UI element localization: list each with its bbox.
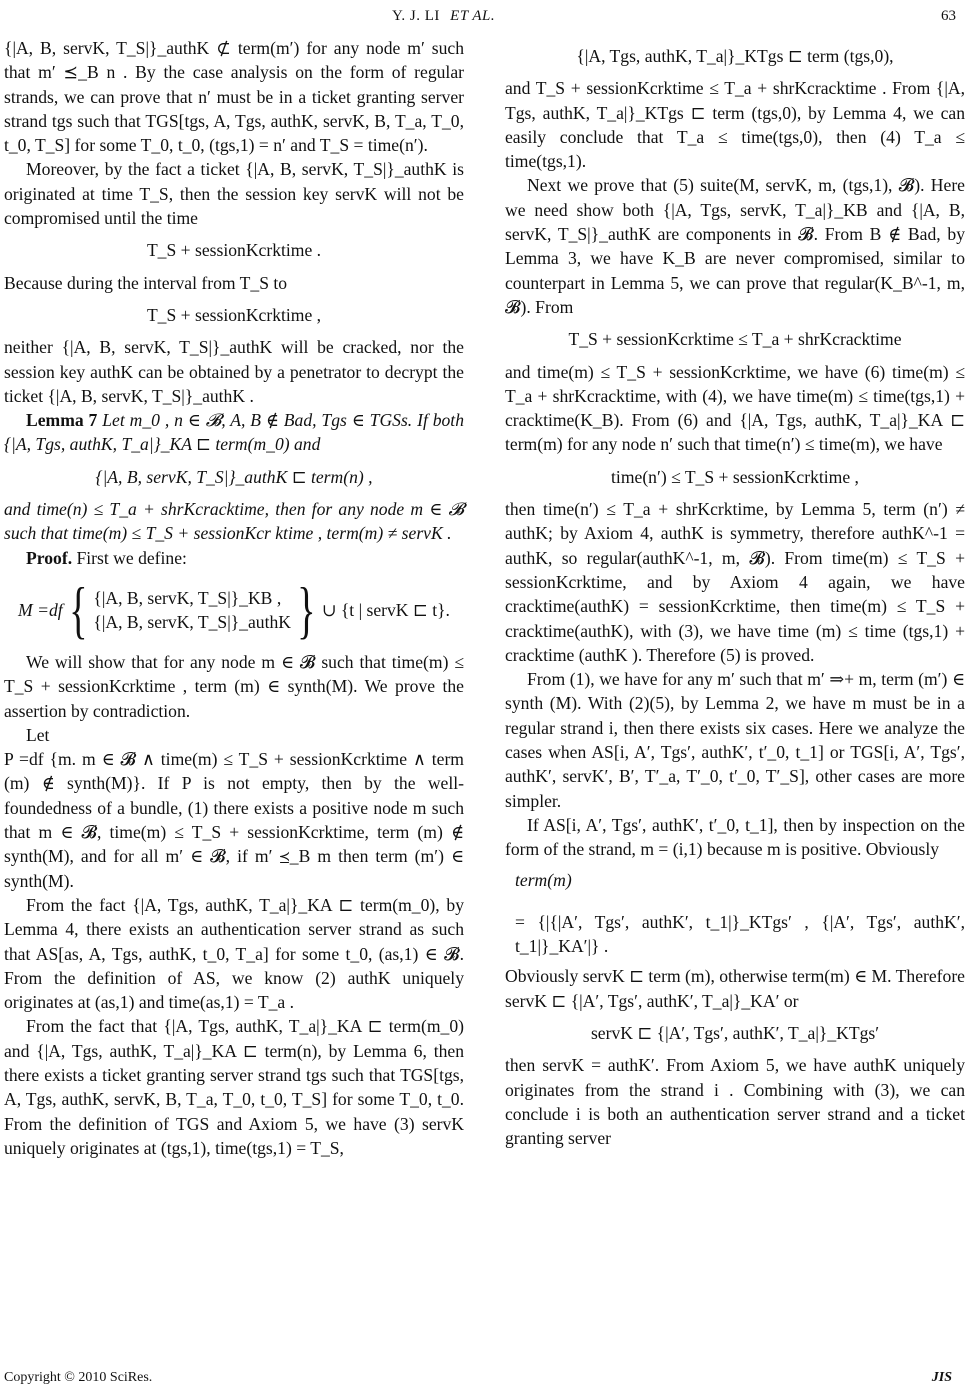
paragraph: We will show that for any node m ∈ 𝓑 such that time(m) ≤ T_S + sessionKcrktime , term (m) ∈ synth(M). We prove the assertion by contradiction. xyxy=(4,651,464,721)
right-column xyxy=(505,36,965,1150)
equation-lhs: M =df xyxy=(18,599,63,620)
equation: T_S + sessionKcrktime . xyxy=(146,240,322,261)
paragraph: then servK = authK′. From Axiom 5, we have authK uniquely originates from the strand i . Combining with (3), we can conclude i is both an authentication server strand and a ticket granting server xyxy=(505,1055,965,1149)
paragraph: {|A, B, servK, T_S|}_authK ⊄ term(m′) for any node m′ such that m′ ⪯_B n . By the case analysis on the form of regular strands, we can prove that n′ must be in a ticket granting server strand tgs such that TGS[tgs, A, Tgs, authK, servK, B, T_a, T_0, t_0, T_S] for some T_0, t_0, (tgs,1) = n′ and T_S = time(n′). xyxy=(4,38,464,156)
proof-label: Proof. xyxy=(26,547,73,568)
left-brace: { xyxy=(68,573,88,645)
paragraph: neither {|A, B, servK, T_S|}_authK will be cracked, nor the session key authK can be obtained by a penetrator to decrypt the ticket {|A, B, servK, T_S|}_authK . xyxy=(4,337,464,406)
equation-row: {|A, B, servK, T_S|}_authK xyxy=(93,611,291,632)
equation: {|A, B, servK, T_S|}_authK ⊏ term(n) , xyxy=(95,466,373,487)
lemma-label: Lemma 7 xyxy=(26,410,98,431)
lemma-statement xyxy=(4,408,464,457)
lemma-text: Let m_0 , n ∈ 𝓑, A, B ∉ Bad, Tgs ∈ TGSs. If both {|A, Tgs, authK, T_a|}_KA ⊏ term(m_0) and xyxy=(4,410,464,455)
equation-stack xyxy=(93,586,291,635)
paragraph: P =df {m. m ∈ 𝓑 ∧ time(m) ≤ T_S + sessionKcrktime ∧ term (m) ∉ synth(M)}. If P is not empty, then by the well-foundedness of a bundle, (1) there exists a positive node m such that m ∈ 𝓑, time(m) ≤ T_S + sessionKcrktime, term (m) ∉ synth(M), and for all m′ ∈ 𝓑, if m′ ⪯_B m then term (m′) ∈ synth(M). xyxy=(4,749,464,891)
proof-text: First we define: xyxy=(76,547,187,568)
journal-abbrev: JIS xyxy=(931,1370,952,1385)
paragraph: and time(m) ≤ T_S + sessionKcrktime, we have (6) time(m) ≤ T_a + shrKcracktime, with (4), we have time(m) ≤ time(tgs,1) + cracktime(K_B). From (6) and {|A, Tgs, authK, T_a|}_KA ⊏ term(m) for any node n′ such that time(n′) ≤ time(m), we have xyxy=(505,361,965,455)
copyright: Copyright © 2010 SciRes. xyxy=(4,1370,153,1385)
paragraph: From (1), we have for any m′ such that m′ ⇒+ m, term (m′) ∈ synth (M). With (2)(5), by Lemma 2, we have m must be in a regular strand i, then there exists six cases. Here we analyze the cases when AS[i, A′, Tgs′, authK′, t′_0, t_1] or TGS[i, A′, Tgs′, authK′, servK′, B′, T′_a, T′_0, t′_0, T′_S], other cases are more simpler. xyxy=(505,669,965,811)
paragraph: and T_S + sessionKcrktime ≤ T_a + shrKcracktime . From {|A, Tgs, authK, T_a|}_KTgs ⊏ term (tgs,0), by Lemma 4, we can easily conclude that T_a ≤ time(tgs,0), then (4) T_a ≤ time(tgs,1). xyxy=(505,78,965,172)
equation-block xyxy=(515,868,965,959)
paragraph: then time(n′) ≤ T_a + shrKcrktime, by Lemma 5, term (n′) ≠ authK; by Axiom 4, authK is symmetry, therefore authK^-1 = authK, so regular(authK^-1, m, 𝓑). From time(m) ≤ T_S + sessionKcrktime, and by Axiom 4 again, we have cracktime(authK) = sessionKcrktime, then time(m) ≤ T_S + cracktime(authK), with (3), we have time (m) ≤ time (tgs,1) + cracktime (authK ). Therefore (5) is proved. xyxy=(505,499,965,665)
equation-rhs: = {|{|A′, Tgs′, authK′, t_1|}_KTgs′ , {|A′, Tgs′, authK′, t_1|}_KA′|} . xyxy=(515,911,965,957)
equation: T_S + sessionKcrktime ≤ T_a + shrKcracktime xyxy=(568,329,902,350)
paragraph: If AS[i, A′, Tgs′, authK′, t′_0, t_1], then by inspection on the form of the strand, m = (i,1) because m is positive. Obviously xyxy=(505,814,965,860)
paragraph: From the fact that {|A, Tgs, authK, T_a|}_KA ⊏ term(m_0) and {|A, Tgs, authK, T_a|}_KA ⊏ term(n), by Lemma 6, then there exists a ticket granting server strand tgs such that TGS[tgs, A, Tgs, authK, servK, B, T_a, T_0, t_0, T_S] for some T_0, t_0. From the definition of TGS and Axiom 5, we have (3) servK uniquely originates at (tgs,1), time(tgs,1) = T_S, xyxy=(4,1016,464,1158)
page-header xyxy=(0,4,966,28)
page-number: 63 xyxy=(941,8,956,24)
paragraph: From the fact {|A, Tgs, authK, T_a|}_KA ⊏ term(m_0), by Lemma 4, there exists an authentication server strand as such that AS[as, A, Tgs, authK, t_0, T_a] for some t_0, (as,1) ∈ 𝓑. From the definition of AS, we know (2) authK uniquely originates at (as,1) and time(as,1) = T_a . xyxy=(4,894,464,1013)
left-column xyxy=(4,36,464,1160)
paragraph: Moreover, by the fact a ticket {|A, B, servK, T_S|}_authK is originated at time T_S, then the session key servK will not be compromised until the time xyxy=(4,159,464,229)
paragraph: Next we prove that (5) suite(M, servK, m, (tgs,1), 𝓑). Here we need show both {|A, Tgs, servK, T_a|}_KB and {|A, B, servK, T_S|}_authK are components in 𝓑. From B ∉ Bad, by Lemma 3, we have K_B are never compromised, similar to counterpart in Lemma 5, we can prove that regular(K_B^-1, m, 𝓑). From xyxy=(505,175,965,317)
equation-row: {|A, B, servK, T_S|}_KB , xyxy=(93,587,282,608)
lemma-text: and time(n) ≤ T_a + shrKcracktime, then for any node m ∈ 𝓑 such that time(m) ≤ T_S + sessionKcr ktime , term(m) ≠ servK . xyxy=(4,499,464,544)
paragraph: Let xyxy=(26,724,50,745)
equation-rhs: ∪ {t | servK ⊏ t}. xyxy=(321,599,450,620)
equation: time(n′) ≤ T_S + sessionKcrktime , xyxy=(611,466,859,487)
equation: T_S + sessionKcrktime , xyxy=(146,304,322,325)
running-title: Y. J. LI ET AL. xyxy=(392,8,496,24)
equation-lhs: term(m) xyxy=(515,869,572,890)
right-brace: } xyxy=(297,573,316,645)
equation: servK ⊏ {|A′, Tgs′, authK′, T_a|}_KTgs′ xyxy=(590,1022,880,1043)
definition-equation xyxy=(4,573,464,645)
paragraph: Because during the interval from T_S to xyxy=(4,272,288,293)
paragraph: Obviously servK ⊏ term (m), otherwise term(m) ∈ M. Therefore servK ⊏ {|A′, Tgs′, authK′, T_a|}_KA′ or xyxy=(505,966,965,1011)
equation: {|A, Tgs, authK, T_a|}_KTgs ⊏ term (tgs,0), xyxy=(576,46,894,66)
proof-start xyxy=(4,546,464,570)
